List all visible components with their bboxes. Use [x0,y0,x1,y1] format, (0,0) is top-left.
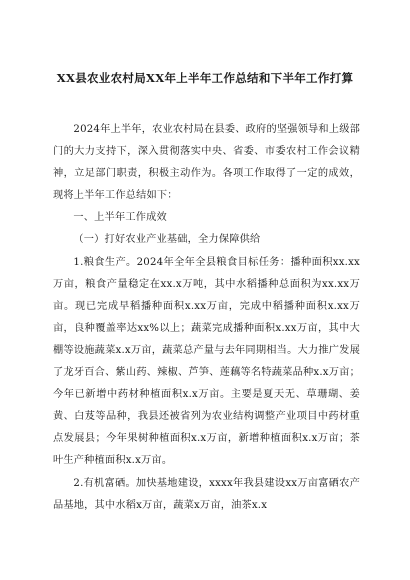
intro-paragraph: 2024年上半年，农业农村局在县委、政府的坚强领导和上级部门的大力支持下，深入贯彻落实中央、省委、市委农村工作会议精神，立足部门职责，积极主动作为。各项工作取得了一定的成效，现将上半年工作总结如下： [53,124,360,202]
grain-production-paragraph: 1.粮食生产。2024年全年全县粮食目标任务：播种面积xx.xx万亩，粮食产量稳定在xx.x万吨，其中水稻播种总面积为xx.xx万亩。现已完成早稻播种面积x.xx万亩，完成中稻播种面积x.xx万亩，良种覆盖率达xx%以上；蔬菜完成播种面积x.xx万亩，其中大棚等设施蔬菜x.x万亩，蔬菜总产量与去年同期相当。大力推广发展了龙牙百合、紫山药、辣椒、芦笋、莲藕等名特蔬菜品种x.x万亩；今年已新增中药材种植面积x.x万亩。主要是夏天无、草珊瑚、姜黄、白芨等品种，我县还被省列为农业结构调整产业项目中药材重点发展县；今年果树种植面积x.x万亩，新增种植面积x.x万亩；茶叶生产种植面积x.x万亩。 [53,256,360,467]
document-body [53,119,360,517]
subsection-heading: （一）打好农业产业基础，全力保障供给 [73,234,261,246]
section-heading: 一、上半年工作成效 [73,212,167,224]
organic-selenium-paragraph: 2.有机富硒。加快基地建设，xxxx年我县建设xx万亩富硒农产品基地，其中水稻x万亩，蔬菜x万亩，油茶x.x [53,477,360,511]
document-title: XX县农业农村局XX年上半年工作总结和下半年工作打算 [56,71,354,85]
